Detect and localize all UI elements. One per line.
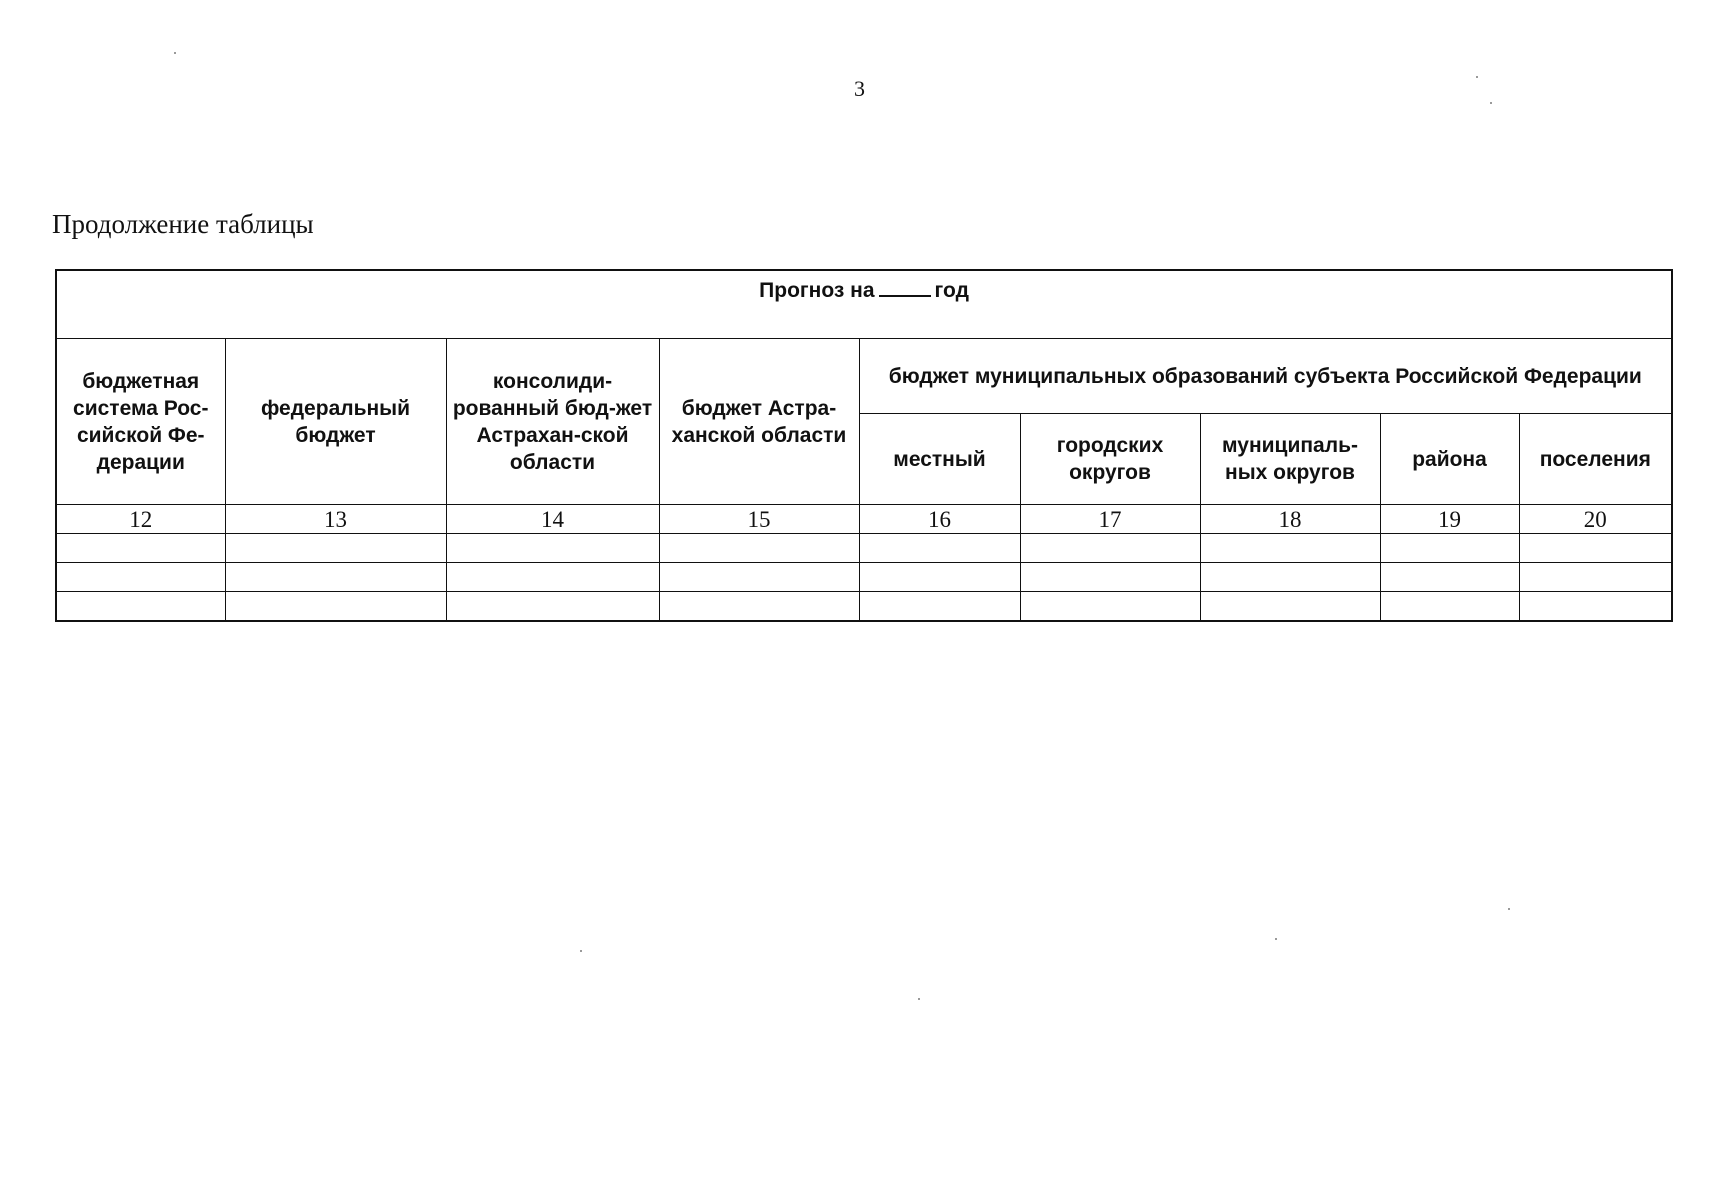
header-local: местный — [859, 414, 1020, 505]
column-number-13: 13 — [225, 505, 446, 534]
forecast-table — [55, 269, 1673, 622]
empty-cell[interactable] — [1200, 534, 1380, 563]
table-continuation-heading: Продолжение таблицы — [52, 209, 314, 239]
empty-cell[interactable] — [1380, 592, 1519, 622]
forecast-header-row — [56, 270, 1672, 339]
column-number-17: 17 — [1020, 505, 1200, 534]
empty-data-row — [56, 592, 1672, 622]
empty-cell[interactable] — [1200, 592, 1380, 622]
column-number-19: 19 — [1380, 505, 1519, 534]
empty-cell[interactable] — [225, 534, 446, 563]
empty-cell[interactable] — [56, 534, 225, 563]
header-district: района — [1380, 414, 1519, 505]
empty-cell[interactable] — [1020, 592, 1200, 622]
column-number-16: 16 — [859, 505, 1020, 534]
empty-cell[interactable] — [859, 534, 1020, 563]
empty-cell[interactable] — [1519, 534, 1672, 563]
empty-cell[interactable] — [859, 563, 1020, 592]
empty-cell[interactable] — [225, 592, 446, 622]
empty-data-row — [56, 563, 1672, 592]
empty-cell[interactable] — [1200, 563, 1380, 592]
empty-cell[interactable] — [659, 563, 859, 592]
empty-cell[interactable] — [1519, 592, 1672, 622]
empty-cell[interactable] — [659, 534, 859, 563]
scan-speck — [1508, 908, 1510, 910]
forecast-year-label: год — [934, 279, 969, 302]
scan-speck — [918, 998, 920, 1000]
empty-cell[interactable] — [1380, 563, 1519, 592]
header-city-districts: городских округов — [1020, 414, 1200, 505]
scan-speck — [580, 950, 582, 952]
empty-cell[interactable] — [859, 592, 1020, 622]
column-numbers-row — [56, 505, 1672, 534]
scan-speck — [174, 52, 176, 54]
empty-cell[interactable] — [56, 563, 225, 592]
empty-cell[interactable] — [446, 534, 659, 563]
header-regional-budget: бюджет Астра-ханской области — [659, 339, 859, 505]
column-number-20: 20 — [1519, 505, 1672, 534]
empty-cell[interactable] — [1020, 534, 1200, 563]
header-consolidated-budget: консолиди-рованный бюд-жет Астрахан-ской области — [446, 339, 659, 505]
forecast-label: Прогноз на — [759, 279, 875, 302]
empty-cell[interactable] — [659, 592, 859, 622]
column-header-row — [56, 339, 1672, 414]
column-number-18: 18 — [1200, 505, 1380, 534]
empty-data-row — [56, 534, 1672, 563]
column-number-14: 14 — [446, 505, 659, 534]
header-settlement: поселения — [1519, 414, 1672, 505]
empty-cell[interactable] — [446, 563, 659, 592]
column-number-12: 12 — [56, 505, 225, 534]
empty-cell[interactable] — [1380, 534, 1519, 563]
column-number-15: 15 — [659, 505, 859, 534]
page-number: 3 — [854, 76, 865, 101]
scan-speck — [1476, 76, 1478, 78]
year-blank-line — [879, 275, 931, 297]
empty-cell[interactable] — [1020, 563, 1200, 592]
scan-speck — [1275, 938, 1277, 940]
scan-speck — [1490, 102, 1492, 104]
header-budget-system: бюджетная система Рос-сийской Фе-дерации — [56, 339, 225, 505]
header-municipal-group: бюджет муниципальных образований субъекта Российской Федерации — [859, 339, 1672, 414]
empty-cell[interactable] — [446, 592, 659, 622]
header-municipal-districts: муниципаль-ных округов — [1200, 414, 1380, 505]
empty-cell[interactable] — [56, 592, 225, 622]
empty-cell[interactable] — [225, 563, 446, 592]
empty-cell[interactable] — [1519, 563, 1672, 592]
forecast-header-cell — [56, 270, 1672, 339]
header-federal-budget: федеральный бюджет — [225, 339, 446, 505]
